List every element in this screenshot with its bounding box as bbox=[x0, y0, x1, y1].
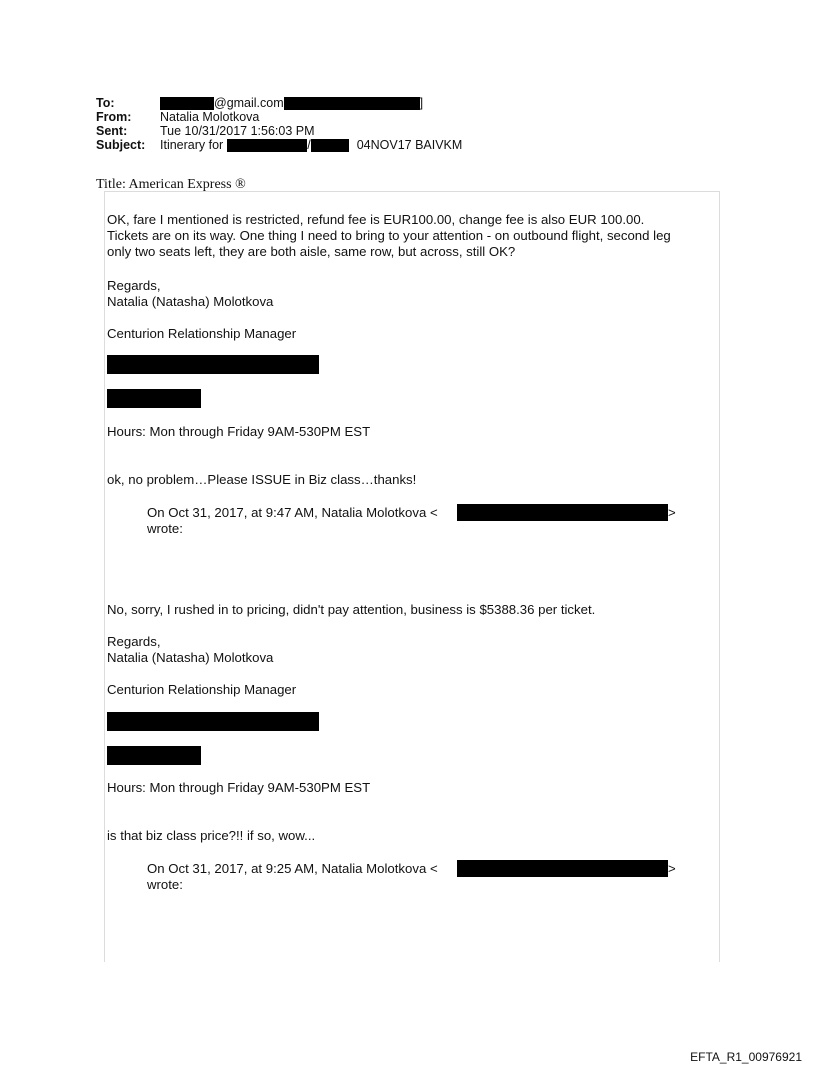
quote-close: > bbox=[668, 505, 676, 520]
redaction-bar bbox=[457, 860, 668, 877]
redaction-bar bbox=[457, 504, 668, 521]
signature-name: Natalia (Natasha) Molotkova bbox=[107, 294, 274, 309]
redaction-bar bbox=[227, 139, 307, 152]
signature-role: Centurion Relationship Manager bbox=[107, 326, 297, 341]
redaction-bar bbox=[160, 97, 214, 110]
subject-label: Subject: bbox=[96, 138, 146, 152]
sent-row bbox=[96, 124, 462, 138]
document-id: EFTA_R1_00976921 bbox=[690, 1050, 802, 1064]
quote-close: > bbox=[668, 861, 676, 876]
reply-line: is that biz class price?!! if so, wow... bbox=[107, 828, 316, 843]
to-label: To: bbox=[96, 96, 115, 110]
message-line: No, sorry, I rushed in to pricing, didn't pay attention, business is $5388.36 per ticket. bbox=[107, 602, 596, 617]
subject-suffix: 04NOV17 BAIVKM bbox=[356, 138, 463, 152]
subject-slash: / bbox=[307, 138, 311, 152]
subject-row bbox=[96, 138, 462, 152]
email-header bbox=[96, 96, 462, 152]
title-line: Title: American Express ® bbox=[96, 177, 246, 192]
message-line: Tickets are on its way. One thing I need to bring to your attention - on outbound flight, second leg bbox=[107, 228, 671, 243]
to-bracket: ] bbox=[419, 96, 424, 110]
subject-prefix: Itinerary for bbox=[160, 138, 224, 152]
quote-line: On Oct 31, 2017, at 9:25 AM, Natalia Molotkova < bbox=[147, 861, 438, 876]
redaction-bar bbox=[311, 139, 349, 152]
quote-line: On Oct 31, 2017, at 9:47 AM, Natalia Molotkova < bbox=[147, 505, 438, 520]
redaction-bar bbox=[107, 389, 201, 408]
signature-hours: Hours: Mon through Friday 9AM-530PM EST bbox=[107, 424, 371, 439]
quote-line: wrote: bbox=[147, 877, 183, 892]
from-row bbox=[96, 110, 462, 124]
signature-hours: Hours: Mon through Friday 9AM-530PM EST bbox=[107, 780, 371, 795]
sent-label: Sent: bbox=[96, 124, 128, 138]
to-value: @gmail.com bbox=[214, 96, 284, 110]
redaction-bar bbox=[284, 97, 420, 110]
signature-regards: Regards, bbox=[107, 634, 161, 649]
message-line: OK, fare I mentioned is restricted, refund fee is EUR100.00, change fee is also EUR 100.00. bbox=[107, 212, 645, 227]
redaction-bar bbox=[107, 712, 319, 731]
signature-regards: Regards, bbox=[107, 278, 161, 293]
message-line: only two seats left, they are both aisle, same row, but across, still OK? bbox=[107, 244, 516, 259]
from-label: From: bbox=[96, 110, 132, 124]
quote-line: wrote: bbox=[147, 521, 183, 536]
from-value: Natalia Molotkova bbox=[160, 110, 260, 124]
to-row bbox=[96, 96, 462, 110]
signature-name: Natalia (Natasha) Molotkova bbox=[107, 650, 274, 665]
signature-role: Centurion Relationship Manager bbox=[107, 682, 297, 697]
redaction-bar bbox=[107, 355, 319, 374]
sent-value: Tue 10/31/2017 1:56:03 PM bbox=[160, 124, 315, 138]
message-body bbox=[104, 191, 720, 962]
redaction-bar bbox=[107, 746, 201, 765]
reply-line: ok, no problem…Please ISSUE in Biz class…thanks! bbox=[107, 472, 417, 487]
